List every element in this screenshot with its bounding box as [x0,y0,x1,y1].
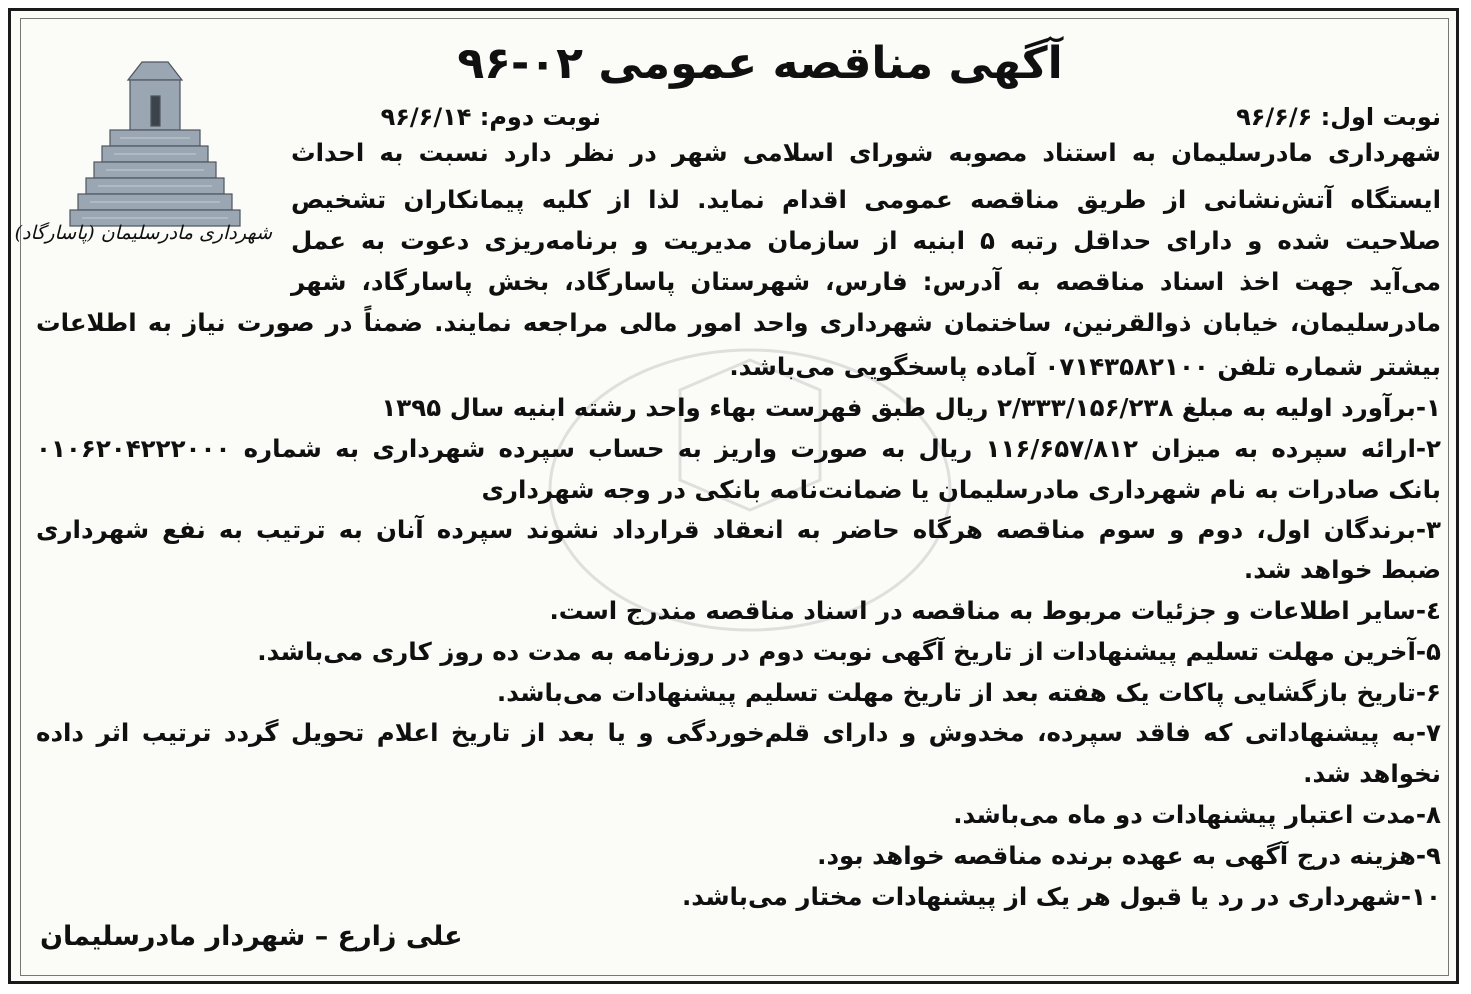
clause-line: ۶-تاریخ بازگشایی پاکات یک هفته بعد از تاریخ مهلت تسلیم پیشنهادات می‌باشد. [496,678,1441,707]
clause-line: بانک صادرات به نام شهرداری مادرسلیمان یا ضمانت‌نامه بانکی در وجه شهرداری [481,475,1441,504]
clause-line: ۱-برآورد اولیه به مبلغ ۲/۳۳۳/۱۵۶/۲۳۸ ریال طبق فهرست بهاء واحد رشته ابنیه سال ۱۳۹۵ [381,393,1441,422]
clause-line: نخواهد شد. [1303,759,1441,788]
intro-line: می‌آید جهت اخذ اسناد مناقصه به آدرس: فارس، شهرستان پاسارگاد، بخش پاسارگاد، شهر [291,267,1441,296]
intro-line: شهرداری مادرسلیمان به استناد مصوبه شورای اسلامی شهر در نظر دارد نسبت به احداث [291,138,1441,167]
clause-line: ۲-ارائه سپرده به میزان ۱۱۶/۶۵۷/۸۱۲ ریال به صورت واریز به حساب سپرده شهرداری به شماره ۰۱۰۶۲۰۴۲۲۲۰۰۰ [36,434,1441,463]
logo-caption: شهرداری مادرسلیمان (پاسارگاد) [14,222,272,244]
intro-line: بیشتر شماره تلفن ۰۷۱۴۳۵۸۲۱۰۰ آماده پاسخگویی می‌باشد. [729,352,1441,381]
notice-title: آگهی مناقصه عمومی ۰۲-۹۶ [457,38,1063,89]
signature: علی زارع – شهردار مادرسلیمان [40,921,463,952]
clause-line: ۱۰-شهرداری در رد یا قبول هر یک از پیشنهادات مختار می‌باشد. [682,882,1441,911]
first-round-date: نوبت اول: ۹۶/۶/۶ [1236,103,1441,131]
clause-line: ضبط خواهد شد. [1243,555,1441,584]
clause-line: ۵-آخرین مهلت تسلیم پیشنهادات از تاریخ آگهی نوبت دوم در روزنامه به مدت ده روز کاری می‌باشد. [257,637,1441,666]
intro-line: صلاحیت شده و دارای حداقل رتبه ۵ ابنیه از سازمان مدیریت و برنامه‌ریزی دعوت به عمل [291,226,1441,255]
clause-line: ۳-برندگان اول، دوم و سوم مناقصه هرگاه حاضر به انعقاد قرارداد نشوند سپرده آنان به ترتیب به نفع شهرداری [36,515,1441,544]
clause-line: ۷-به پیشنهاداتی که فاقد سپرده، مخدوش و دارای قلم‌خوردگی و یا بعد از تاریخ اعلام تحویل گردد ترتیب اثر داده [36,718,1441,747]
second-round-date: نوبت دوم: ۹۶/۶/۱۴ [380,103,601,131]
clause-line: ۹-هزینه درج آگهی به عهده برنده مناقصه خواهد بود. [817,841,1441,870]
intro-line: مادرسلیمان، خیابان ذوالقرنین، ساختمان شهرداری واحد امور مالی مراجعه نمایند. ضمناً در صورت نیاز به اطلاعات [36,308,1441,337]
clause-line: ۸-مدت اعتبار پیشنهادات دو ماه می‌باشد. [953,800,1441,829]
clause-line: ٤-سایر اطلاعات و جزئیات مربوط به مناقصه در اسناد مناقصه مندرج است. [549,596,1441,625]
intro-line: ایستگاه آتش‌نشانی از طریق مناقصه عمومی اقدام نماید. لذا از کلیه پیمانکاران تشخیص [291,185,1441,214]
